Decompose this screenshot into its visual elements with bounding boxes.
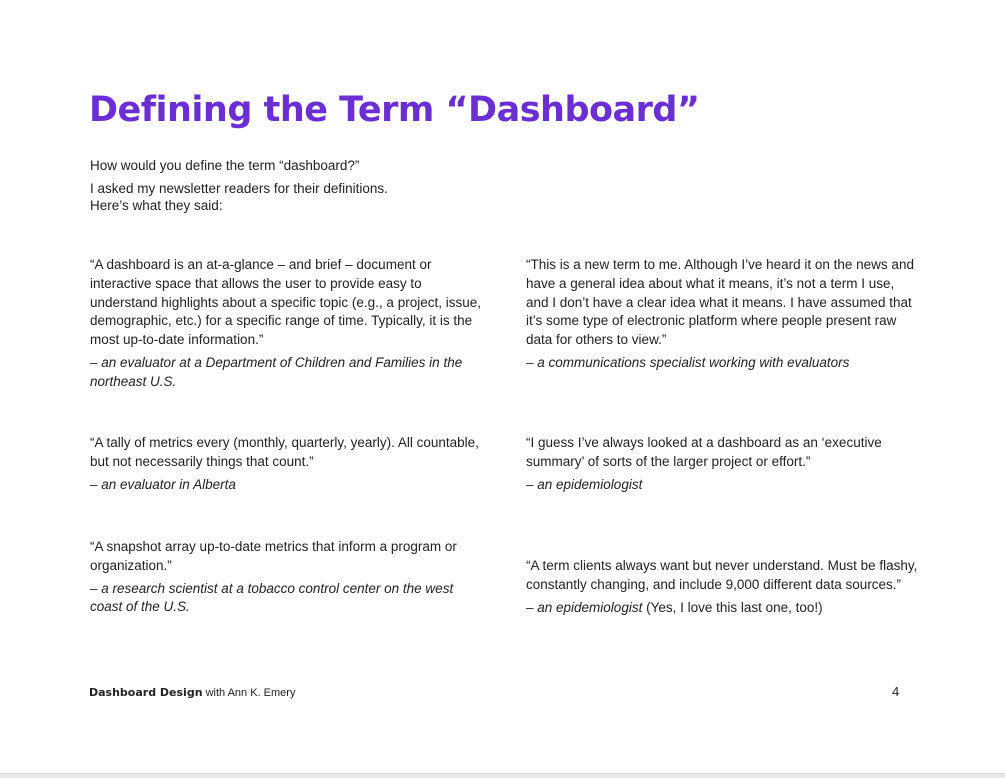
quote-attribution: – an evaluator in Alberta bbox=[90, 476, 236, 492]
attribution-note: (Yes, I love this last one, too!) bbox=[642, 599, 823, 615]
footer-credit bbox=[89, 686, 295, 699]
intro-section bbox=[90, 157, 470, 220]
quote-text: “A snapshot array up-to-date metrics that inform a program or organization.” bbox=[90, 539, 457, 573]
quote-text: “A tally of metrics every (monthly, quarterly, yearly). All countable, but not necessarily things that count.” bbox=[90, 435, 479, 469]
quote-attribution: – a research scientist at a tobacco control center on the west coast of the U.S. bbox=[90, 580, 454, 615]
quote-block bbox=[90, 256, 486, 392]
intro-question: How would you define the term “dashboard?” bbox=[90, 158, 360, 173]
quote-block bbox=[526, 256, 918, 373]
intro-line-1: I asked my newsletter readers for their definitions. bbox=[90, 181, 388, 196]
quote-attribution: – an evaluator at a Department of Children and Families in the northeast U.S. bbox=[90, 354, 463, 389]
page-bottom-edge bbox=[0, 773, 1005, 778]
intro-line-2: Here’s what they said: bbox=[90, 198, 223, 213]
quote-block bbox=[526, 434, 896, 494]
page-title: Defining the Term “Dashboard” bbox=[89, 90, 700, 130]
quote-block bbox=[90, 538, 486, 617]
attribution-role: – an epidemiologist bbox=[526, 599, 643, 615]
quote-block bbox=[526, 557, 918, 617]
footer-brand: Dashboard Design bbox=[89, 686, 203, 699]
quote-text: “I guess I’ve always looked at a dashboard as an ‘executive summary’ of sorts of the larger project or effort.” bbox=[526, 435, 882, 469]
quote-attribution: – a communications specialist working with evaluators bbox=[526, 354, 850, 370]
quote-attribution bbox=[526, 599, 918, 618]
quote-text: “A term clients always want but never understand. Must be flashy, constantly changing, and include 9,000 different data sources.” bbox=[526, 558, 918, 592]
page-number: 4 bbox=[892, 684, 900, 699]
quote-text: “A dashboard is an at-a-glance – and brief – document or interactive space that allows the user to provide easy to understand highlights about a specific topic (e.g., a project, issue, demographic, etc.) for a specific range of time. Typically, it is the most up-to-date information.” bbox=[90, 257, 481, 348]
intro-explanation bbox=[90, 180, 470, 214]
footer-byline: with Ann K. Emery bbox=[202, 687, 296, 699]
quote-attribution: – an epidemiologist bbox=[526, 476, 643, 492]
quote-block bbox=[90, 434, 486, 494]
quote-text: “This is a new term to me. Although I’ve heard it on the news and have a general idea about what it means, it’s not a term I use, and I don’t have a clear idea what it means. I have assumed that it’s some type of electronic platform where people present raw data for others to view.” bbox=[526, 257, 914, 348]
